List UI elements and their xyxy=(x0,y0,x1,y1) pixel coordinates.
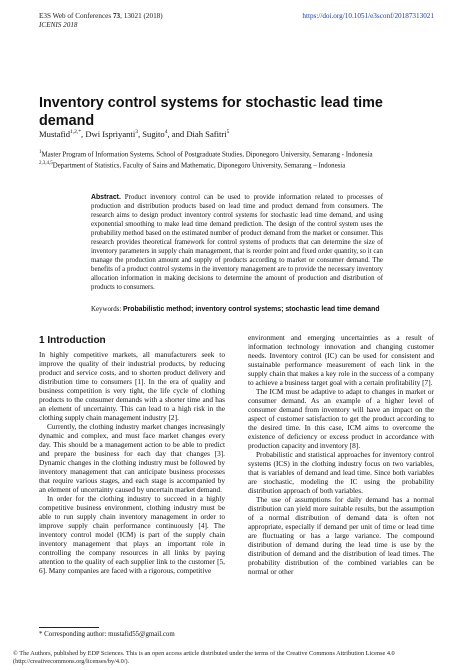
body-paragraph: In order for the clothing industry to succeed in a highly competitive business environment, clothing industry must be able to run supply chain inventory management in order to improve supply chain performance continuously [4]. The inventory control model (ICM) is part of the supply chain inventory management that plays an important role in controlling the company resources in all links by paying attention to the quality of each supplier link to the customer [5, 6]. Many companies are faced with a rigorous, competitive xyxy=(39,494,225,575)
body-paragraph: The ICM must be adaptive to adapt to changes in market or consumer demand. As an example of a higher level of consumer demand from inventory will have an impact on the aspect of customer satisfaction to get the product according to the desired time. In this case, ICM aims to overcome the existence of deficiency or excess product in accordance with production capacity and inventory [8]. xyxy=(248,387,434,450)
doi-header xyxy=(302,12,434,21)
abstract-text: Product inventory control can be used to provide information related to processes of production and distribution products based on lead time and product demand from consumers. The research aims to design product inventory control systems for stochastic lead time demand, and using exponential smoothing to make lead time demand prediction. The design of the control system uses the probability method based on the estimated number of product demand from the market or consumer. This research provides theoretical framework for control systems of products that can determine the size of inventory parameters in supply chain management, that is reorder point and fixed order quantity, so it can manage the production amount and supply of products according to market or consumer demand. The benefits of a product control systems in the inventory management are to provide the necessary inventory allocation information in making decisions to determine the amount of production and distribution of products to consumers. xyxy=(91,194,383,292)
section-heading: 1 Introduction xyxy=(39,335,106,346)
body-paragraph: In highly competitive markets, all manufacturers seek to improve the quality of their industrial products, by reducing product and service costs, and to shorten product delivery and distribution time to consumers [1]. In the era of quality and business competition is very tight, the life cycle of clothing products to the consumer demands with a shorter time and has an element of uncertainty. This can lead to a high risk in the clothing supply chain management industry [2]. xyxy=(39,350,225,422)
conference-name: ICENIS 2018 xyxy=(39,21,78,29)
affiliations xyxy=(39,148,439,171)
paper-title: Inventory control systems for stochastic lead time demand xyxy=(39,95,383,129)
footnote: * Corresponding author: mustafid55@gmail.com xyxy=(39,631,175,638)
author-list: Mustafid$^{1,2,*}$, Dwi Ispriyanti$^3$, Sugito$^4$, and Diah Safitri$^5$ xyxy=(39,128,230,139)
keywords-value: Probabilistic method; inventory control systems; stochastic lead time demand xyxy=(122,306,380,313)
journal-citation: E3S Web of Conferences 73, 13021 (2018) xyxy=(39,12,163,20)
abstract-label: Abstract. xyxy=(91,194,121,201)
keywords xyxy=(91,305,411,314)
abstract xyxy=(91,193,383,293)
affiliation-item: $^{2,3,4,5}$Department of Statistics, Faculty of Sains and Mathematic, Diponegoro University, Semarang – Indonesia xyxy=(39,161,346,170)
body-column-right xyxy=(248,333,434,576)
footnote-divider xyxy=(39,627,99,628)
doi-link[interactable]: https://doi.org/10.1051/e3sconf/20187313021 xyxy=(302,12,434,20)
body-paragraph: The use of assumptions for daily demand has a normal distribution can yield more suitable results, but the assumption of a normal distribution of demand data is often not appropriate, especially if demand per unit of time or lead time are fluctuating or has a large variance. The compound distribution of demand during the lead time is use by the distribution of demand and the distribution of lead times. The probability distribution of the combined variables can be normal or other xyxy=(248,495,434,576)
body-paragraph: environment and emerging uncertainties as a result of information technology innovation and changing customer needs. Inventory control (IC) can be used for consistent and sustainable performance measurement of each link in the supply chain that makes a key role in the success of a company to achieve a business target goal with a certain profitability [7]. xyxy=(248,333,434,387)
body-paragraph: Currently, the clothing industry market changes increasingly dynamic and complex, and must face market changes every day. This should be a management action to be able to predict and prepare the business for each day that changes [3]. Dynamic changes in the clothing industry must be followed by inventory management that can anticipate business processes that require various stages, and each stage is accompanied by an element of uncertainty caused by uncertain market demand. xyxy=(39,422,225,494)
affiliation-item: $^1$Master Program of Information Systems, School of Postgraduate Studies, Diponegoro University, Semarang - Indonesia xyxy=(39,150,373,159)
journal-header xyxy=(39,12,163,30)
keywords-label: Keywords: xyxy=(91,306,122,313)
license-notice: © The Authors, published by EDP Sciences. This is an open access article distributed under the terms of the Creative Commons Attribution License 4.0 (http://creativecommons.org/licenses/by/4.0/). xyxy=(13,650,395,665)
body-paragraph: Probabilistic and statistical approaches for inventory control systems (ICS) in the clothing industry focus on two variables, that is variables of demand and lead time. Since both variables are stochastic, modeling the IC using the probability distribution approach of both variables. xyxy=(248,450,434,495)
body-column-left xyxy=(39,350,225,575)
